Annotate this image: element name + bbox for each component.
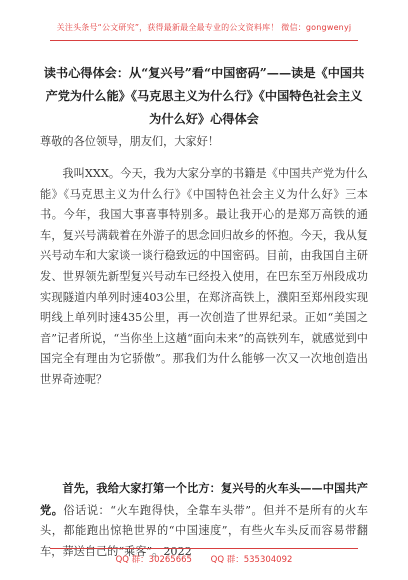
paragraph-lead-sentence: 首先，我给大家打第一个比方：复兴号的火车头——中国共产党。	[40, 481, 368, 517]
paragraph-body-text: 俗话说：“火车跑得快，全靠车头带”。但并不是所有的火车头，都能跑出惊艳世界的“中国速度”，有些火车头反而容易带翻车，葬送自己的“乘客”。2022	[40, 503, 368, 558]
body-paragraph-2	[40, 478, 368, 562]
header-divider	[50, 40, 358, 41]
document-title: 读书心得体会：从“复兴号”看“中国密码”——读是《中国共产党为什么能》《马克思主义为什么行》《中国特色社会主义为什么好》心得体会	[43, 66, 365, 126]
footer	[0, 553, 408, 565]
header-banner: 关注头条号“公文研究”，获得最新最全最专业的公文资料库！ 微信：gongwenyj	[56, 23, 352, 32]
greeting-paragraph: 尊敬的各位领导，朋友们，大家好！	[40, 135, 220, 148]
qq-group-1: QQ 群：30265665	[115, 555, 192, 565]
footer-divider	[50, 548, 358, 549]
qq-group-2: QQ 群：535304092	[210, 555, 293, 565]
body-paragraph-1: 我叫XXX。今天，我为大家分享的书籍是《中国共产党为什么能》《马克思主义为什么行》《中国特色社会主义为什么好》三本书。今年，我国大事喜事特别多。最让我开心的是郑万高铁的通车，复兴号满载着在外游子的思念回归故乡的怀抱。今天，我从复兴号动车和大家谈一谈行稳致远的中国密码。目前，由我国自主研发、世界领先新型复兴号动车已经投入使用，在巴东至万州段成功实现隧道内单列时速403公里，在郑济高铁上，濮阳至郑州段实现明线上单列时速435公里，再一次创造了世界纪录。正如“美国之音”记者所说，“当你坐上这趟“面向未来”的高铁列车，就感觉到中国完全有理由为它骄傲”。那我们为什么能够一次又一次地创造出世界奇迹呢？	[40, 167, 368, 386]
